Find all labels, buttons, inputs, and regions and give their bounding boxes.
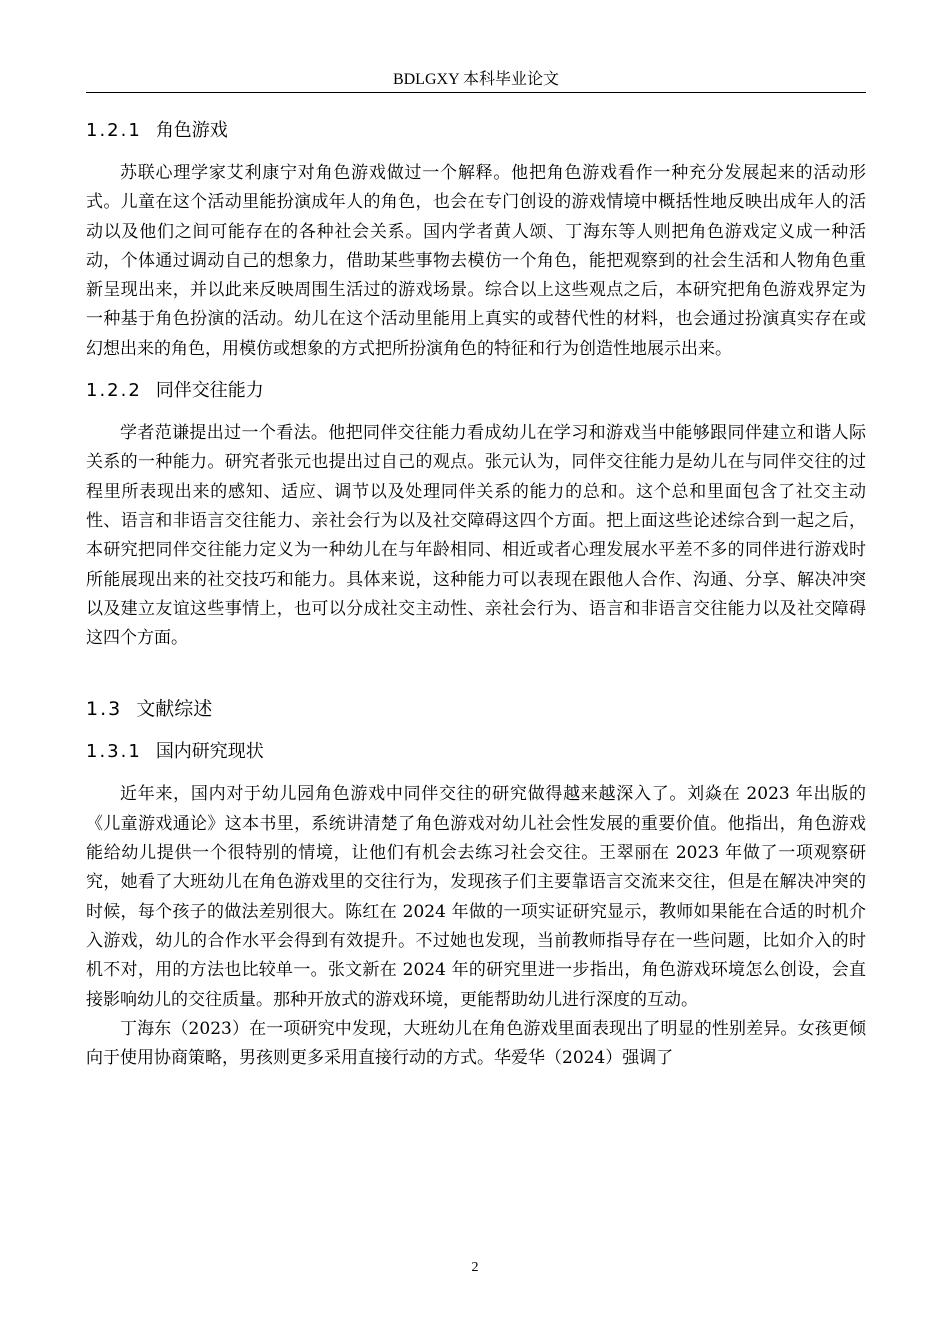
header-rule	[86, 92, 866, 93]
section-heading-1-3-1	[86, 737, 866, 767]
page-number: 2	[471, 1260, 479, 1275]
section-heading-1-3	[86, 693, 866, 725]
section-heading-1-2-1	[86, 116, 866, 146]
section-title: 文献综述	[136, 698, 213, 721]
paragraph-domestic-research-2: 丁海东（2023）在一项研究中发现，大班幼儿在角色游戏里面表现出了明显的性别差异。女孩更倾向于使用协商策略，男孩则更多采用直接行动的方式。华爱华（2024）强调了	[86, 1018, 866, 1069]
section-title: 同伴交往能力	[155, 380, 264, 402]
paragraph-peer-interaction-definition: 学者范谦提出过一个看法。他把同伴交往能力看成幼儿在学习和游戏当中能够跟同伴建立和谐人际关系的一种能力。研究者张元也提出过自己的观点。张元认为，同伴交往能力是幼儿在与同伴交往的过程里所表现出来的感知、适应、调节以及处理同伴关系的能力的总和。这个总和里面包含了社交主动性、语言和非语言交往能力、亲社会行为以及社交障碍这四个方面。把上面这些论述综合到一起之后，本研究把同伴交往能力定义为一种幼儿在与年龄相同、相近或者心理发展水平差不多的同伴进行游戏时所能展现出来的社交技巧和能力。具体来说，这种能力可以表现在跟他人合作、沟通、分享、解决冲突以及建立友谊这些事情上，也可以分成社交主动性、亲社会行为、语言和非语言交往能力以及社交障碍这四个方面。	[86, 423, 866, 649]
section-number: 1.3.1	[86, 741, 142, 763]
paragraph-role-play-definition: 苏联心理学家艾利康宁对角色游戏做过一个解释。他把角色游戏看作一种充分发展起来的活动形式。儿童在这个活动里能扮演成年人的角色，也会在专门创设的游戏情境中概括性地反映出成年人的活动以及他们之间可能存在的各种社会关系。国内学者黄人颂、丁海东等人则把角色游戏定义成一种活动，个体通过调动自己的想象力，借助某些事物去模仿一个角色，能把观察到的社会生活和人物角色重新呈现出来，并以此来反映周围生活过的游戏场景。综合以上这些观点之后，本研究把角色游戏界定为一种基于角色扮演的活动。幼儿在这个活动里能用上真实的或替代性的材料，也会通过扮演真实存在或幻想出来的角色，用模仿或想象的方式把所扮演角色的特征和行为创造性地展示出来。	[86, 163, 866, 359]
section-title: 国内研究现状	[155, 741, 264, 763]
section-number: 1.2.1	[86, 120, 142, 141]
section-number: 1.2.2	[86, 380, 142, 402]
section-number: 1.3	[86, 698, 123, 721]
document-body	[86, 112, 866, 1073]
section-heading-1-2-2	[86, 376, 866, 406]
section-title: 角色游戏	[155, 120, 228, 141]
running-header: BDLGXY 本科毕业论文	[392, 71, 560, 88]
paragraph-domestic-research-1: 近年来，国内对于幼儿园角色游戏中同伴交往的研究做得越来越深入了。刘焱在 2023 年出版的《儿童游戏通论》这本书里，系统讲清楚了角色游戏对幼儿社会性发展的重要价值。他指出，角色游戏能给幼儿提供一个很特别的情境，让他们有机会去练习社会交往。王翠丽在 2023 年做了一项观察研究，她看了大班幼儿在角色游戏里的交往行为，发现孩子们主要靠语言交流来交往，但是在解决冲突的时候，每个孩子的做法差别很大。陈红在 2024 年做的一项实证研究显示，教师如果能在合适的时机介入游戏，幼儿的合作水平会得到有效提升。不过她也发现，当前教师指导存在一些问题，比如介入的时机不对，用的方法也比较单一。张文新在 2024 年的研究里进一步指出，角色游戏环境怎么创设，会直接影响幼儿的交往质量。那种开放式的游戏环境，更能帮助幼儿进行深度的互动。	[86, 784, 866, 1010]
